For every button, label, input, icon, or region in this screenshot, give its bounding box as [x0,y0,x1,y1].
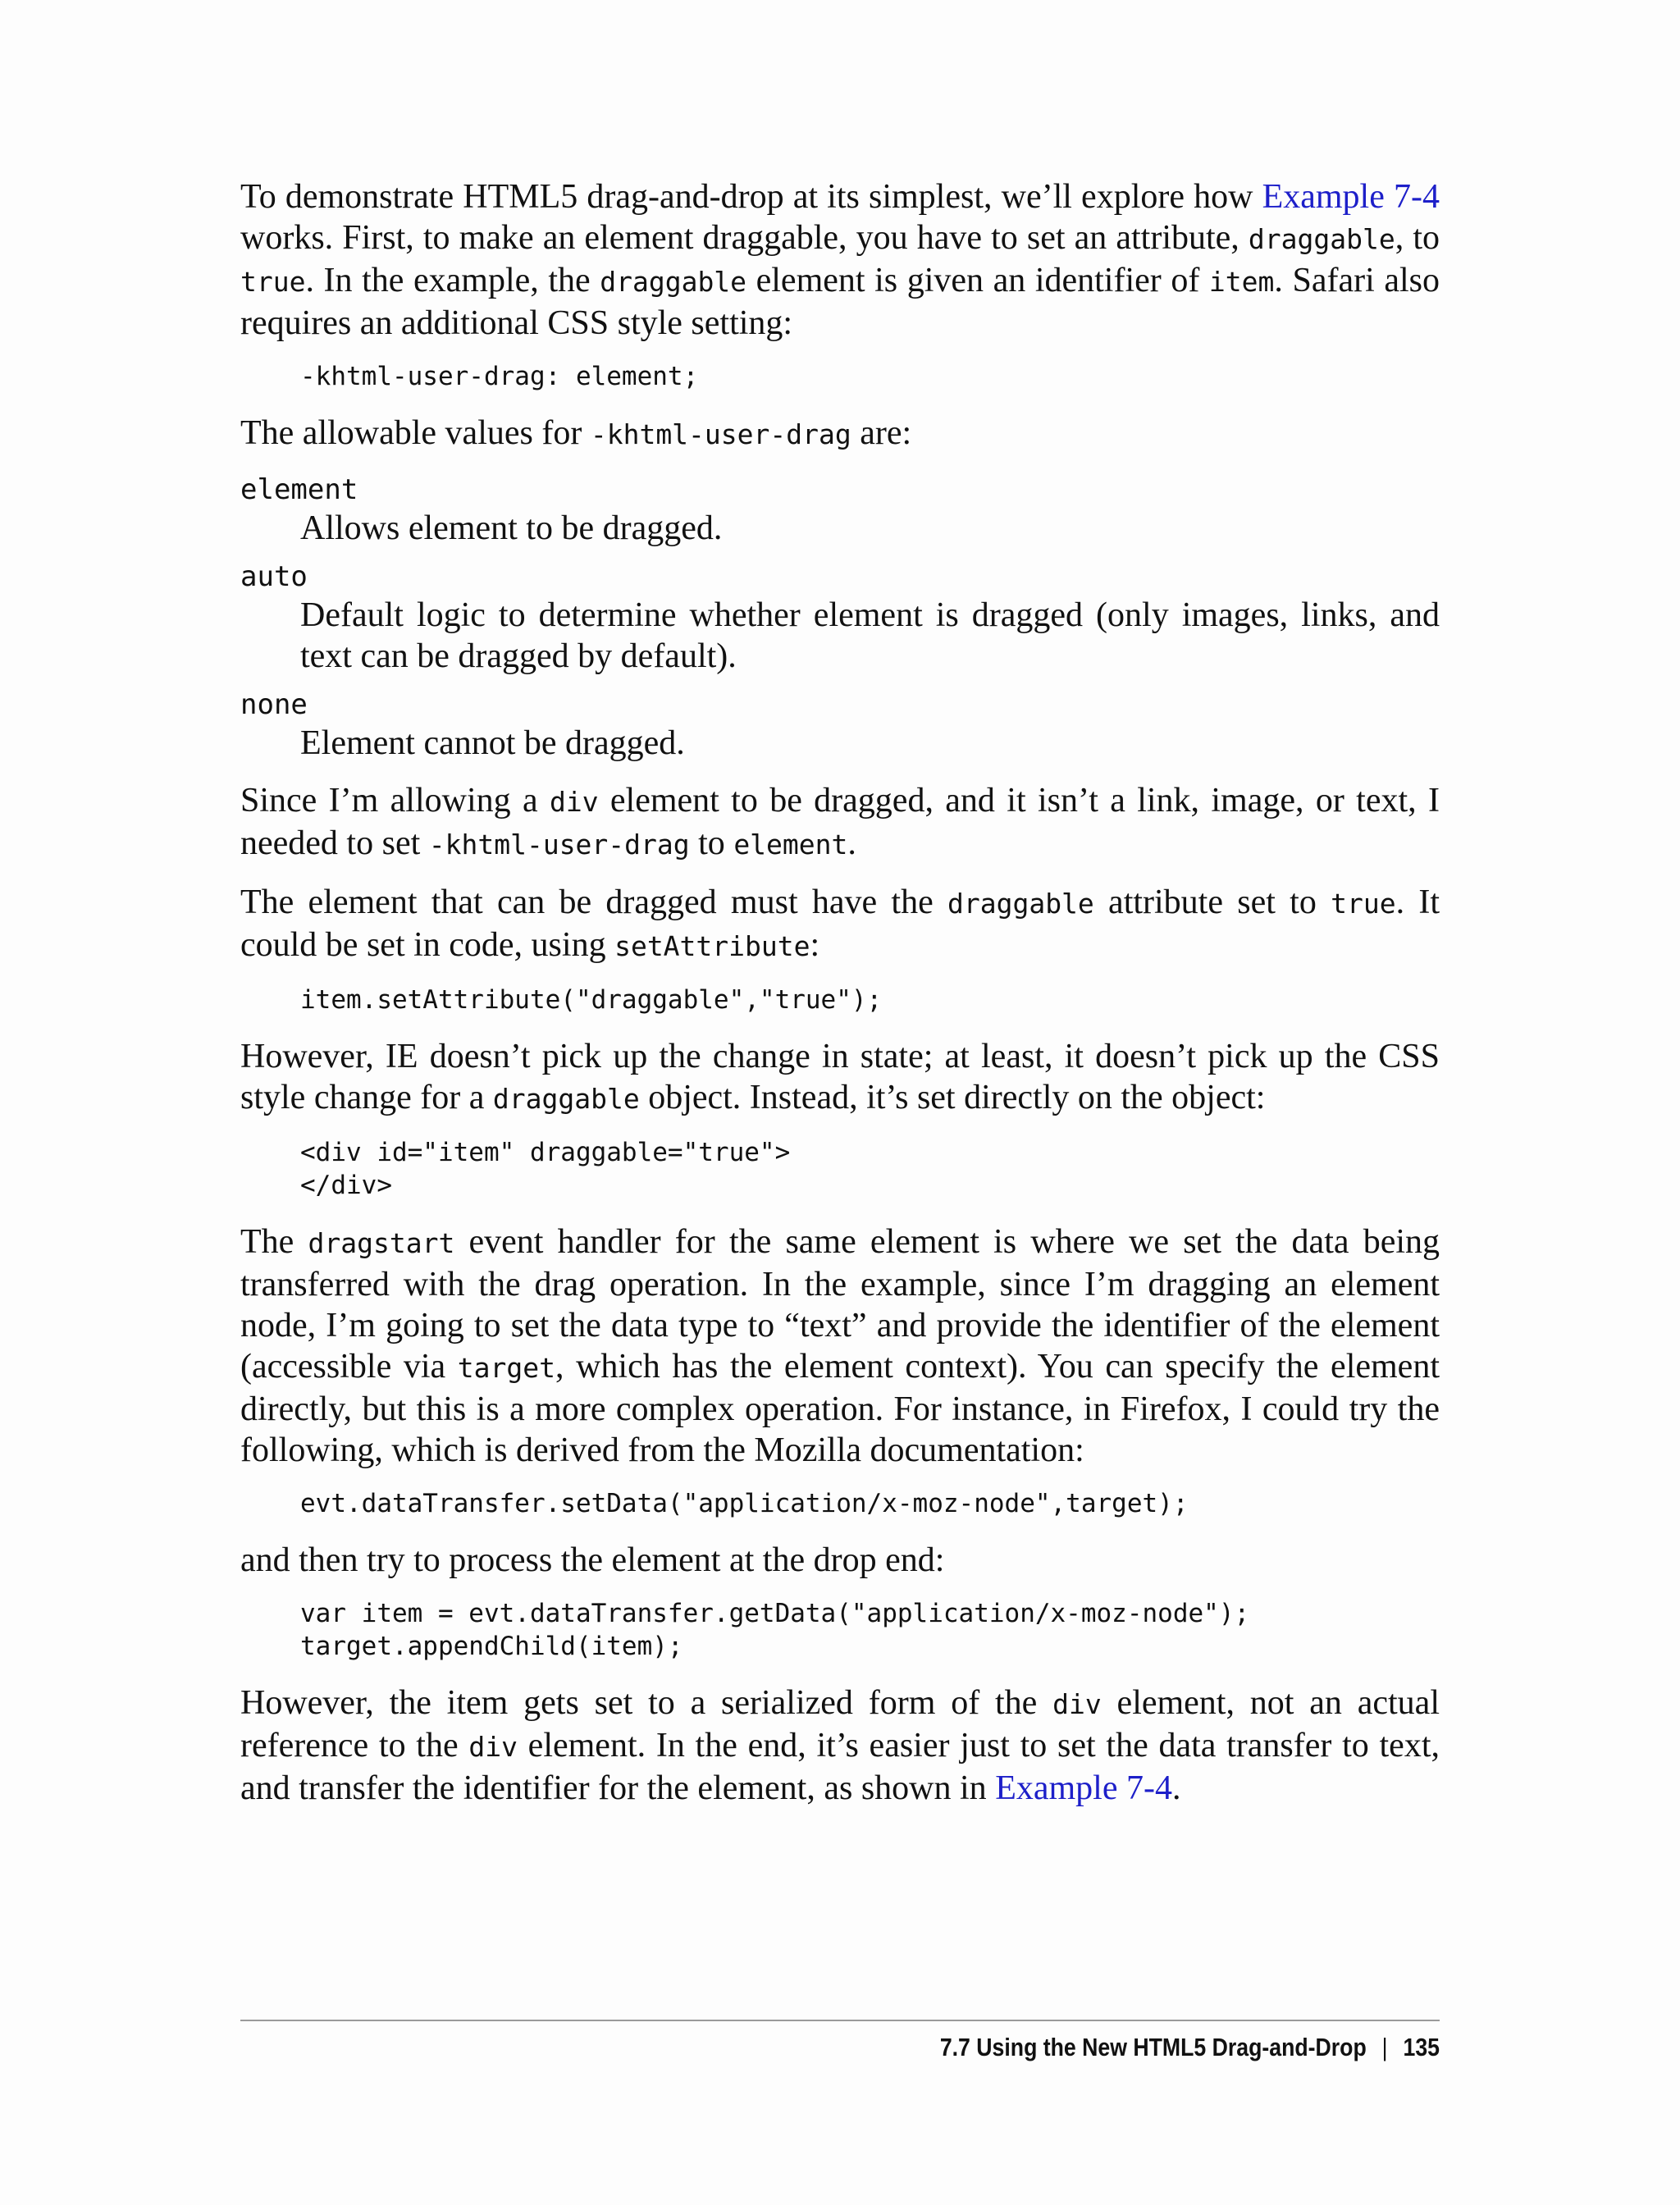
paragraph-allowable-values [240,413,1440,455]
text-run: element, not an actual reference to the [240,1684,1440,1764]
code-block-div-markup: <div id="item" draggable="true"> </div> [300,1138,791,1200]
value-term: none [240,688,308,721]
inline-code: div [468,1731,518,1763]
inline-code: setAttribute [614,930,810,962]
inline-code: element [733,829,848,861]
inline-code: div [1052,1688,1102,1720]
page-number: 135 [1403,2033,1440,2061]
inline-code: draggable [1248,223,1395,255]
text-run: . In the example, the [305,262,600,299]
value-description: Default logic to determine whether element is dragged (only images, links, and text can be dragged by default). [300,596,1440,675]
inline-code: -khtml-user-drag [590,418,851,450]
code-block-set-attribute: item.setAttribute("draggable","true"); [300,985,883,1015]
value-description: Allows element to be dragged. [300,509,723,547]
paragraph-div-draggable [240,780,1440,865]
page-body [240,176,1440,1825]
inline-code: div [549,786,599,818]
inline-code: true [240,266,306,298]
inline-code: draggable [600,266,747,298]
example-7-4-link[interactable]: Example 7-4 [1262,178,1440,216]
paragraph-ie-note [240,1036,1440,1120]
inline-code: -khtml-user-drag [428,829,690,861]
text-run: , to [1395,219,1440,257]
value-term: auto [240,560,308,593]
footer-separator: | [1381,2033,1388,2061]
text-run: object. Instead, it’s set directly on the object: [639,1079,1266,1116]
inline-code: target [457,1352,555,1384]
footer-divider [240,2020,1440,2021]
text-run: to [689,824,734,862]
paragraph-intro [240,176,1440,344]
text-run: The element that can be dragged must have the [240,883,947,921]
text-run: and then try to process the element at the drop end: [240,1541,945,1579]
text-run: Since I’m allowing a [240,782,550,819]
value-description: Element cannot be dragged. [300,724,685,762]
code-block-css: -khtml-user-drag: element; [300,362,699,391]
paragraph-drop-end [240,1540,1440,1581]
example-7-4-link[interactable]: Example 7-4 [995,1769,1172,1807]
code-block-set-data: evt.dataTransfer.setData("application/x-moz-node",target); [300,1489,1189,1518]
text-run: element is given an identifier of [746,262,1209,299]
text-run: . [1171,1769,1181,1807]
footer-section-title: 7.7 Using the New HTML5 Drag-and-Drop [939,2033,1367,2061]
inline-code: dragstart [308,1227,455,1259]
inline-code: draggable [492,1083,640,1115]
code-block-get-data: var item = evt.dataTransfer.getData("application/x-moz-node"); target.appendChild(item); [300,1599,1250,1661]
text-run: , which has the element context). You can specify the element directly, but this is a more complex operation. For instance, in Firefox, I could try the following, which is derived from the Mozilla documentation: [240,1348,1440,1469]
inline-code: true [1331,888,1396,920]
text-run: . [847,824,856,862]
text-run: element. In the end, it’s easier just to set the data transfer to text, and transfer the identifier for the element, as shown in [240,1727,1440,1807]
text-run: However, the item gets set to a serialized form of the [240,1684,1053,1722]
text-run: . It could be set in code, using [240,883,1440,964]
text-run: works. First, to make an element draggable, you have to set an attribute, [240,219,1249,257]
text-run: event handler for the same element is where we set the data being transferred with the drag operation. In the example, since I’m dragging an element node, I’m going to set the data type to “text” and provide the identifier of the element (accessible via [240,1223,1440,1386]
paragraph-dragstart [240,1221,1440,1471]
values-list [240,472,1440,764]
text-run: element to be dragged, and it isn’t a link, image, or text, I needed to set [240,782,1440,862]
page-footer [409,2029,1440,2066]
text-run: : [810,926,820,964]
paragraph-conclusion [240,1682,1440,1809]
text-run: attribute set to [1093,883,1331,921]
text-run: However, IE doesn’t pick up the change in state; at least, it doesn’t pick up the CSS style change for a [240,1038,1440,1116]
text-run: . Safari also requires an additional CSS style setting: [240,262,1440,342]
text-run: The [240,1223,308,1261]
paragraph-set-attribute [240,882,1440,967]
value-term: element [240,473,358,506]
text-run: are: [851,414,912,452]
text-run: To demonstrate HTML5 drag-and-drop at its simplest, we’ll explore how [240,178,1262,216]
inline-code: draggable [947,888,1094,920]
inline-code: item [1208,266,1275,298]
text-run: The allowable values for [240,414,591,452]
